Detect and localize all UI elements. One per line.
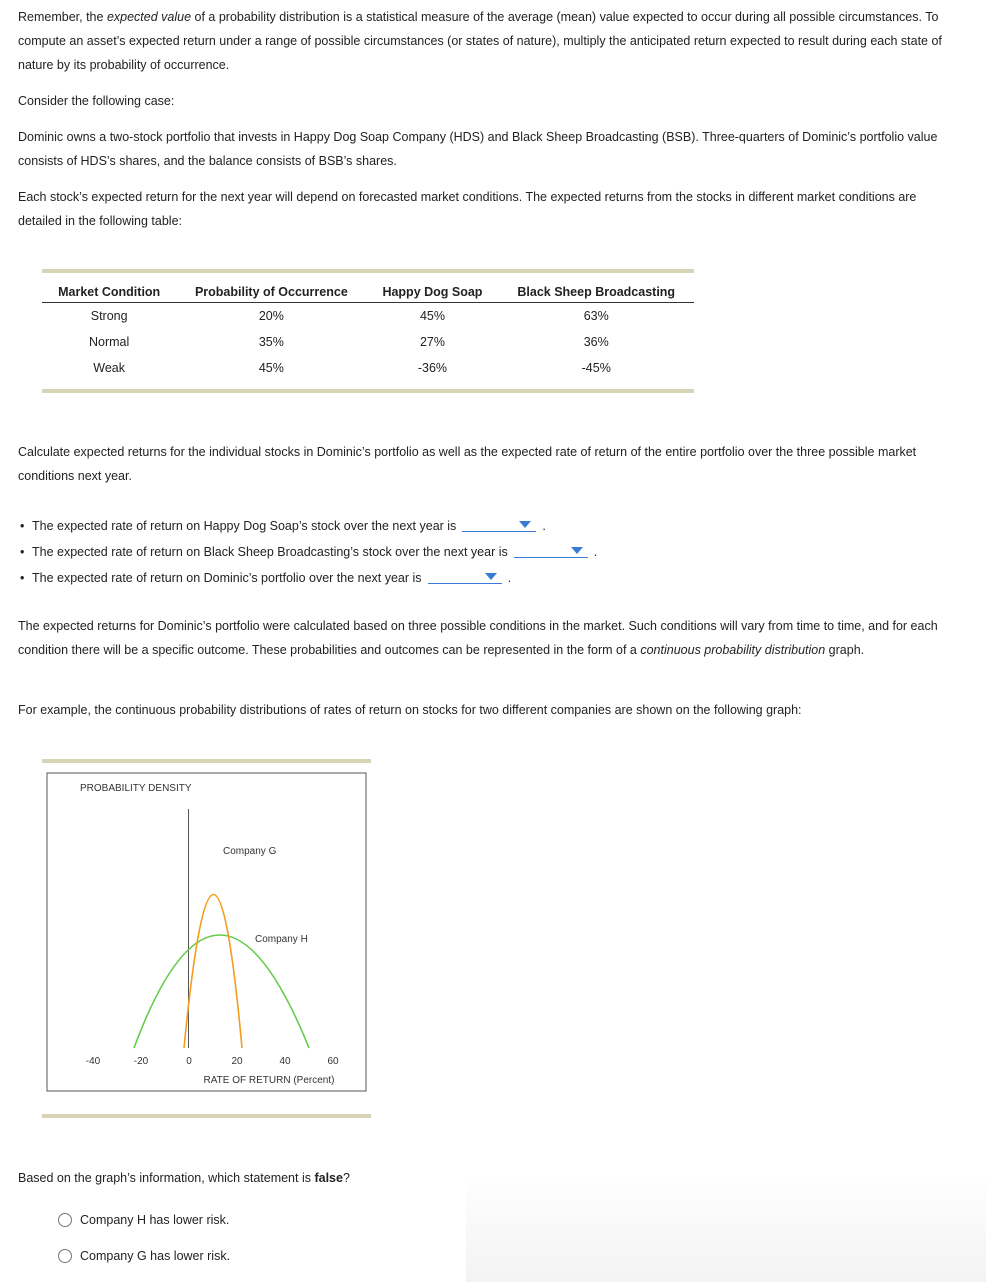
intro-consider: Consider the following case: [18,94,175,108]
graph-svg [42,757,371,1119]
q3-period: . [507,571,512,585]
table-bottom-rule [42,389,694,393]
cell-hds-return: 27% [419,335,445,349]
calc-prompt: Calculate expected returns for the individual stocks in Dominic’s portfolio as well as the expected rate of return of the entire portfolio over the three possible market conditions next year. [18,445,917,483]
answer-list [18,513,597,591]
table-header-row [42,273,694,303]
cell-condition: Strong [90,309,128,323]
returns-table [42,269,694,393]
portfolio-return-dropdown[interactable] [428,567,502,584]
cell-hds-return: -36% [417,361,448,375]
header-market-condition: Market Condition [42,273,176,303]
graph-frame [47,773,366,1091]
q3-text: The expected rate of return on Dominic’s portfolio over the next year is [32,571,422,585]
y-axis-label: PROBABILITY DENSITY [80,783,192,794]
continuous-paragraph: The expected returns for Dominic’s portfolio were calculated based on three possible conditions in the market. Such conditions will vary from time to time, and for each condition there will be a specific outcome. These probabilities and outcomes can be represented in the form of a continuous probability distribution graph. [18,619,938,657]
radio-circle-icon[interactable] [58,1249,72,1263]
chevron-down-icon [571,547,583,554]
option-company-h[interactable] [58,1213,229,1227]
q1-period: . [542,519,546,533]
cell-probability: 20% [258,309,284,323]
q1-text: The expected rate of return on Happy Dog Soap’s stock over the next year is [32,519,457,533]
q2-period: . [593,545,598,559]
x-tick-label: -20 [133,1056,149,1067]
table-intro: Each stock’s expected return for the next year will depend on forecasted market conditions. The expected returns from the stocks in different market conditions are detailed in the following table: [18,190,917,228]
x-tick-label: 60 [327,1056,339,1067]
x-tick-label: -40 [85,1056,101,1067]
cell-condition: Normal [89,335,130,349]
question-text: Based on the graph’s information, which statement is false? [18,1171,350,1185]
probability-graph [42,757,371,1119]
list-item [18,513,597,539]
table-row [42,303,694,330]
company-h-label: Company H [255,934,308,945]
x-tick-label: 20 [231,1056,243,1067]
option-company-g[interactable] [58,1249,230,1263]
cell-bsb-return: -45% [581,361,611,375]
cell-bsb-return: 63% [583,309,609,323]
option-label: Company G has lower risk. [80,1249,231,1263]
list-item [18,539,597,565]
x-tick-label: 0 [186,1056,192,1067]
list-item [18,565,597,591]
cell-condition: Weak [93,361,126,375]
header-happy-dog-soap: Happy Dog Soap [366,273,498,303]
company-g-label: Company G [223,846,277,857]
cell-bsb-return: 36% [583,335,609,349]
intro-paragraph: Remember, the expected value of a probability distribution is a statistical measure of the average (mean) value expected to occur during all possible circumstances. To compute an asset’s expected return under a range of possible circumstances (or states of nature), multiply the anticipated return expected to result during each state of nature by its probability of occurrence. [18,10,942,72]
option-label: Company H has lower risk. [80,1213,230,1227]
table-row [42,355,694,381]
chevron-down-icon [485,573,497,580]
header-probability: Probability of Occurrence [176,273,366,303]
chevron-down-icon [519,521,531,528]
q2-text: The expected rate of return on Black Sheep Broadcasting’s stock over the next year is [32,545,508,559]
cell-probability: 45% [258,361,284,375]
radio-circle-icon[interactable] [58,1213,72,1227]
cell-hds-return: 45% [419,309,445,323]
hds-return-dropdown[interactable] [462,515,536,532]
header-black-sheep: Black Sheep Broadcasting [498,273,694,303]
x-axis-label: RATE OF RETURN (Percent) [203,1075,335,1086]
bsb-return-dropdown[interactable] [514,541,588,558]
case-description: Dominic owns a two-stock portfolio that invests in Happy Dog Soap Company (HDS) and Black Sheep Broadcasting (BSB). Three-quarters of Dominic’s portfolio value consists of HDS’s shares, and the balance consists of BSB’s shares. [18,130,938,168]
graph-intro: For example, the continuous probability distributions of rates of return on stocks for two different companies are shown on the following graph: [18,703,802,717]
x-tick-label: 40 [279,1056,291,1067]
cell-probability: 35% [258,335,284,349]
table-row [42,329,694,355]
